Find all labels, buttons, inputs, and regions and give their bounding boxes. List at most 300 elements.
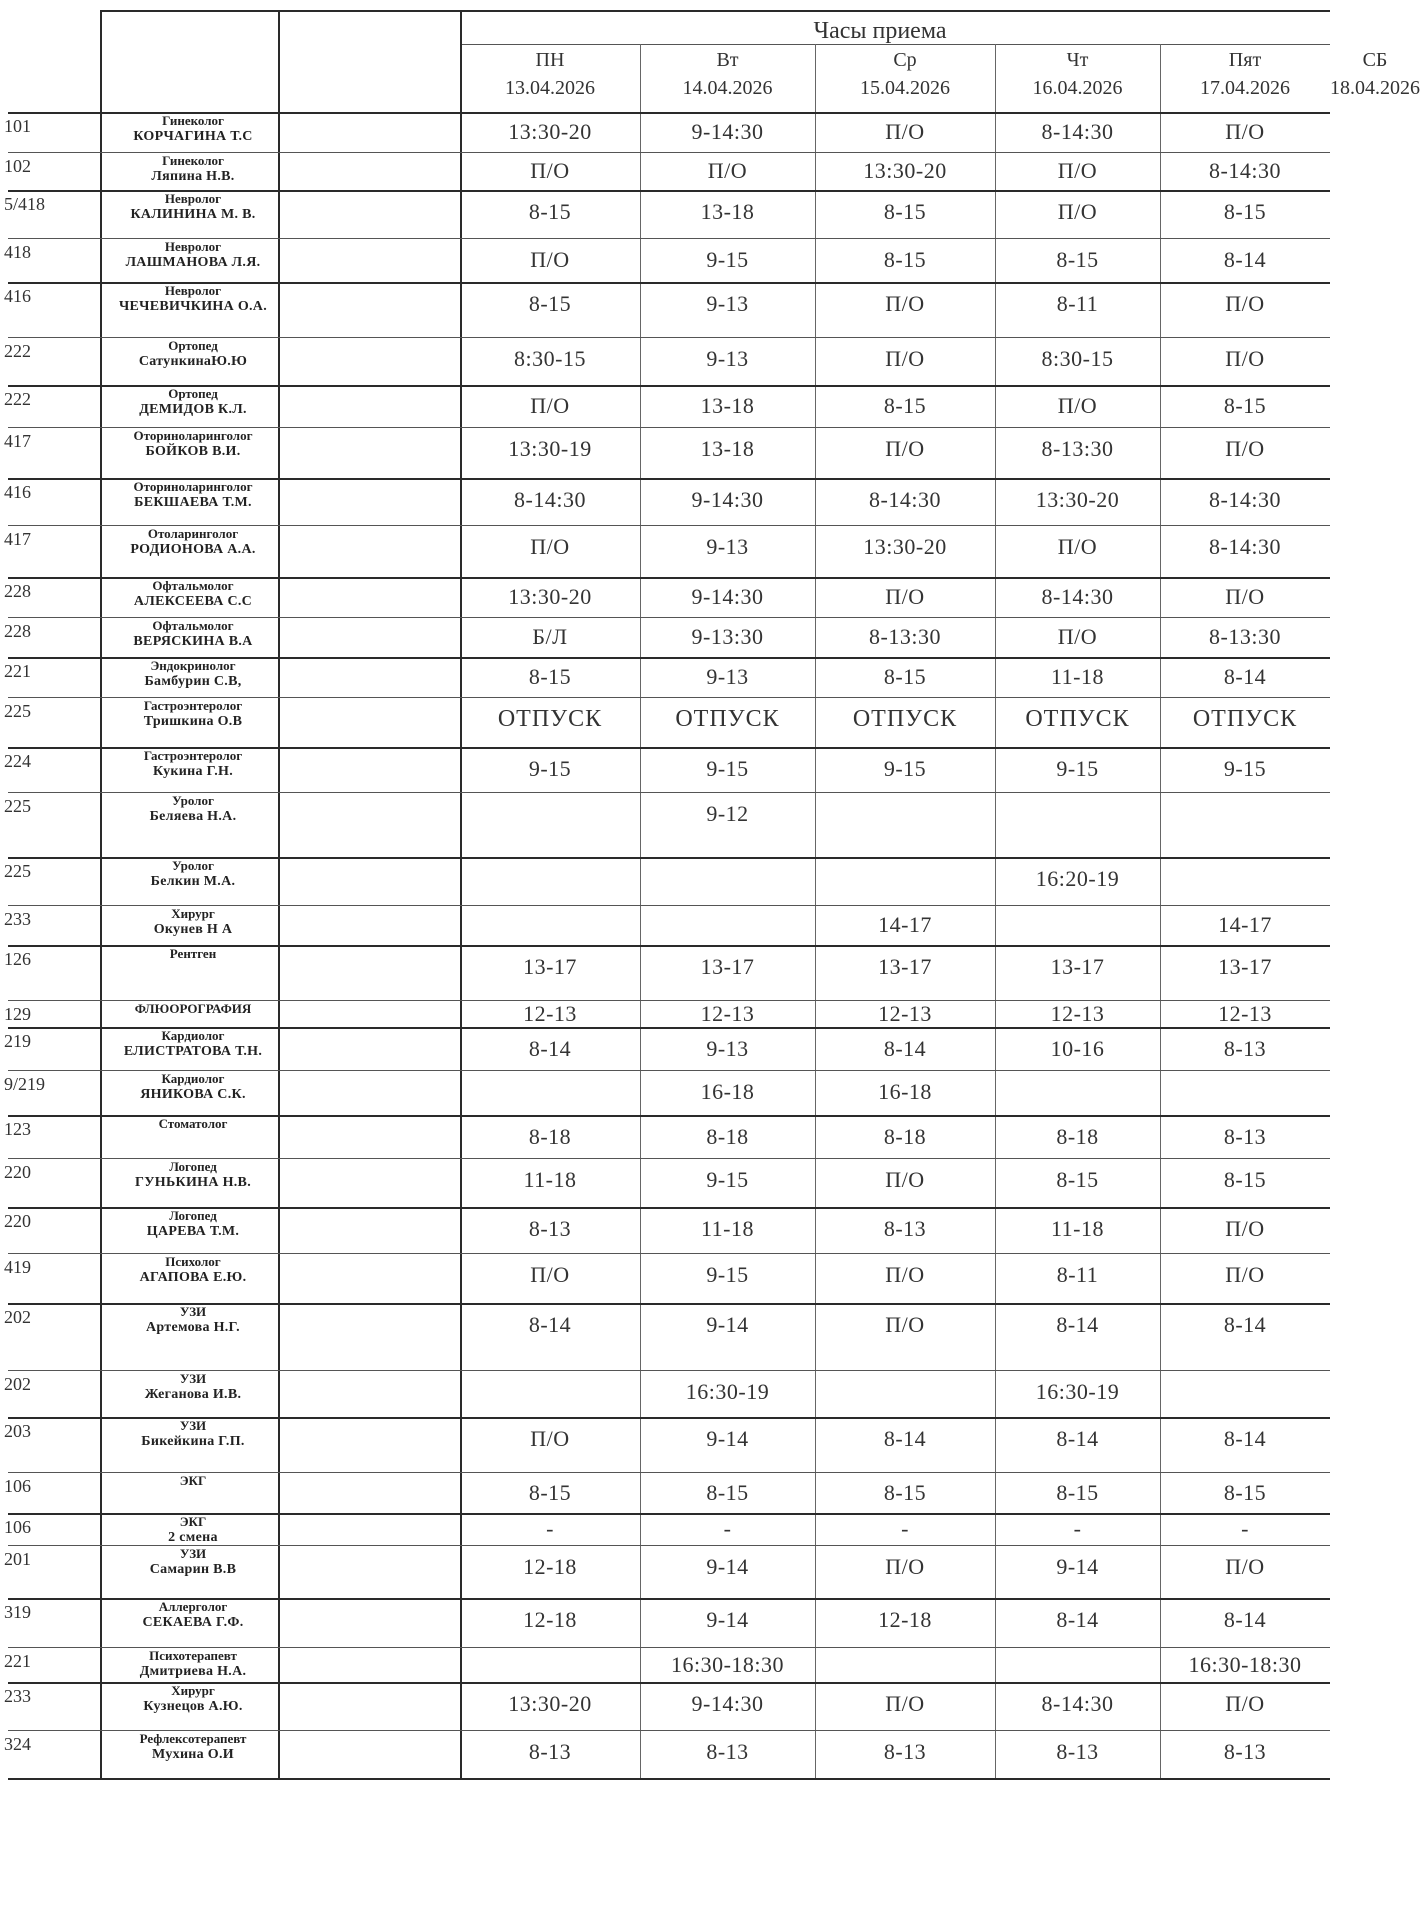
doctor-cell (104, 947, 282, 962)
day-name: СБ (1362, 49, 1388, 71)
hours-cell: 8-13 (883, 1216, 927, 1241)
day-name: Ср (893, 49, 917, 71)
hours-cell: 11-18 (1050, 664, 1104, 689)
hours-cell: 9-14 (1056, 1554, 1099, 1579)
hours-cell: 13:30-20 (508, 584, 592, 609)
doctor-name: Кукина Г.Н. (152, 763, 234, 779)
hours-cell: - (901, 1516, 909, 1541)
doctor-cell (104, 480, 282, 511)
hours-cell: 12-13 (878, 1000, 932, 1026)
doctor-specialty: Оториноларинголог (133, 479, 253, 494)
doctor-name: ЛАШМАНОВА Л.Я. (125, 254, 261, 270)
room-number: 106 (4, 1517, 31, 1537)
doctor-name: Дмитриева Н.А. (139, 1663, 247, 1679)
room-number: 221 (4, 661, 31, 681)
doctor-name: СатункинаЮ.Ю (138, 353, 248, 369)
hours-cell: 8-15 (1223, 1167, 1267, 1192)
room-number: 101 (4, 116, 31, 136)
hours-cell: П/О (885, 436, 925, 461)
hours-cell: 9-15 (1223, 756, 1267, 781)
day-header-1 (460, 46, 640, 102)
doctor-name: АГАПОВА Е.Ю. (139, 1269, 247, 1285)
hours-cell: 8-14 (528, 1312, 572, 1337)
header-top-border (100, 10, 1330, 12)
doctor-cell (104, 192, 282, 223)
room-number: 123 (4, 1119, 31, 1139)
hours-cell: 9-14:30 (691, 584, 764, 609)
hours-cell: П/О (530, 158, 570, 183)
hours-cell: П/О (885, 1312, 925, 1337)
room-number: 222 (4, 341, 31, 361)
room-number: 202 (4, 1374, 31, 1394)
hours-cell: 9-15 (1056, 756, 1099, 781)
hours-cell: 8-11 (1056, 1262, 1099, 1287)
hours-cell: 8-13 (1056, 1739, 1099, 1764)
hours-cell: П/О (530, 1262, 570, 1287)
hours-cell: 12-13 (700, 1000, 755, 1026)
day-name: Чт (1066, 49, 1089, 71)
hours-cell: П/О (1057, 534, 1098, 559)
doctor-cell (104, 579, 282, 610)
doctor-name: Беляева Н.А. (149, 808, 237, 824)
hours-cell (460, 905, 640, 945)
hours-cell (1160, 857, 1330, 901)
doctor-specialty: Хирург (171, 906, 215, 921)
doctor-cell (104, 1029, 282, 1060)
hours-cell: 13-17 (700, 954, 755, 979)
doctor-cell (104, 1372, 282, 1403)
hours-cell: - (1241, 1516, 1249, 1541)
hours-cell: 8-14:30 (514, 487, 586, 512)
hours-cell: 8-13 (1223, 1123, 1267, 1149)
hours-cell: 9-13 (706, 534, 749, 559)
doctor-specialty: Логопед (169, 1208, 217, 1223)
hours-cell: 8-13:30 (869, 624, 941, 649)
doctor-specialty: Уролог (172, 793, 214, 808)
hours-cell: ОТПУСК (497, 705, 603, 732)
hours-cell: П/О (885, 1691, 925, 1716)
room-number: 221 (4, 1651, 31, 1671)
hours-cell: - (1073, 1516, 1082, 1541)
hours-cell: П/О (530, 393, 570, 418)
hours-cell: 11-18 (1050, 1216, 1104, 1241)
hours-cell: 9-14:30 (691, 487, 764, 512)
hours-cell: П/О (885, 291, 925, 316)
hours-cell: 14-17 (1218, 912, 1272, 937)
room-number: 319 (4, 1602, 31, 1622)
hours-cell: 8-14 (1223, 1607, 1267, 1632)
hours-cell: 9-14:30 (691, 119, 764, 144)
hours-cell: 8-14 (1223, 1426, 1267, 1451)
doctor-name: Бамбурин С.В, (144, 673, 242, 689)
hours-cell: 8-14:30 (1041, 584, 1114, 609)
hours-cell: 8-15 (528, 291, 572, 316)
doctor-specialty: Офтальмолог (152, 618, 234, 633)
hours-cell: П/О (1225, 436, 1265, 461)
day-name: Вт (716, 49, 739, 71)
hours-cell: 9-15 (706, 247, 749, 272)
hours-cell: 9-15 (883, 756, 927, 781)
hours-cell (1160, 1370, 1330, 1414)
doctor-name: Кузнецов А.Ю. (143, 1698, 243, 1714)
hours-cell: 13-18 (700, 199, 755, 224)
doctor-cell (104, 907, 282, 938)
hours-cell: 11-18 (523, 1167, 577, 1192)
doctor-name: ЦАРЕВА Т.М. (146, 1223, 240, 1239)
room-number: 225 (4, 861, 31, 881)
hours-cell: 8-13 (528, 1216, 572, 1241)
hours-cell: 8-14 (1223, 664, 1267, 689)
hours-cell: 8-15 (1223, 199, 1267, 224)
hours-cell: 13-17 (878, 954, 932, 979)
doctor-cell (104, 1002, 282, 1017)
day-name: ПН (535, 49, 565, 71)
hours-cell: 9-12 (706, 801, 749, 826)
hours-cell: П/О (1225, 1262, 1265, 1287)
room-number: 220 (4, 1211, 31, 1231)
hours-cell: 9-15 (706, 756, 749, 781)
hours-cell: 8-14:30 (1209, 487, 1281, 512)
header-title-divider (460, 44, 1330, 45)
hours-cell: 8-14 (1056, 1312, 1099, 1337)
hours-cell: 9-14 (706, 1554, 749, 1579)
room-number: 419 (4, 1257, 31, 1277)
room-number: 233 (4, 1686, 31, 1706)
doctor-specialty: УЗИ (179, 1371, 207, 1386)
hours-cell: 8-14 (1056, 1607, 1099, 1632)
hours-cell: 8-13 (706, 1739, 749, 1764)
day-date: 18.04.2026 (1330, 77, 1420, 99)
day-date: 15.04.2026 (860, 77, 950, 99)
hours-cell: 8-15 (1056, 1167, 1099, 1192)
hours-cell: 8-14:30 (1041, 119, 1114, 144)
hours-cell: 9-13 (706, 664, 749, 689)
hours-cell: 8-14:30 (1041, 1691, 1114, 1716)
doctor-name: Окунев Н А (153, 921, 233, 937)
hours-cell: 12-18 (523, 1607, 577, 1632)
doctor-name: Артемова Н.Г. (146, 1319, 240, 1335)
hours-cell: 8-14 (883, 1035, 927, 1061)
hours-cell: П/О (1225, 291, 1265, 316)
hours-cell: 13:30-20 (1035, 487, 1120, 512)
hours-cell: 8-15 (883, 247, 927, 272)
doctor-specialty: ЭКГ (179, 1514, 207, 1529)
doctor-name: Мухина О.И (152, 1746, 234, 1762)
doctor-specialty: Логопед (169, 1159, 217, 1174)
doctor-name: Жеганова И.В. (144, 1386, 242, 1402)
doctor-cell (104, 284, 282, 315)
schedule-title: Часы приема (813, 18, 947, 44)
room-number: 220 (4, 1162, 31, 1182)
room-number: 228 (4, 621, 31, 641)
hours-cell: 13:30-19 (508, 436, 592, 461)
doctor-specialty: Гастроэнтеролог (143, 698, 243, 713)
hours-cell: П/О (1225, 1216, 1265, 1241)
doctor-specialty: Офтальмолог (152, 578, 234, 593)
hours-cell: П/О (1225, 1691, 1265, 1716)
room-number: 224 (4, 751, 31, 771)
hours-cell: 13-17 (1218, 954, 1272, 979)
doctor-specialty: Эндокринолог (150, 658, 236, 673)
hours-cell: П/О (530, 247, 570, 272)
room-number: 219 (4, 1031, 31, 1051)
hours-cell (815, 857, 995, 901)
doctor-cell (104, 749, 282, 780)
doctor-specialty: Аллерголог (158, 1599, 228, 1614)
doctor-name: КОРЧАГИНА Т.С (133, 128, 253, 144)
hours-cell (815, 1647, 995, 1682)
day-header-4 (995, 46, 1160, 102)
hours-cell: ОТПУСК (852, 705, 958, 732)
doctor-specialty: Гастроэнтеролог (143, 748, 243, 763)
hours-cell: 8-14 (1056, 1426, 1099, 1451)
doctor-name: ВЕРЯСКИНА В.А (133, 633, 253, 649)
hours-cell: 12-18 (523, 1554, 577, 1579)
hours-cell (460, 1370, 640, 1414)
hours-cell: П/О (885, 584, 925, 609)
doctor-name: ЧЕЧЕВИЧКИНА О.А. (118, 298, 268, 314)
room-number: 102 (4, 156, 31, 176)
room-number: 202 (4, 1307, 31, 1327)
day-name: Пят (1228, 49, 1262, 71)
hours-cell: 13:30-20 (863, 534, 947, 559)
hours-cell: 8:30-15 (1041, 346, 1114, 371)
hours-cell: 9-14 (706, 1426, 749, 1451)
doctor-cell (104, 659, 282, 690)
hours-cell: 8-15 (1223, 393, 1267, 418)
room-number: 106 (4, 1476, 31, 1496)
day-header-3 (815, 46, 995, 102)
hours-cell: 8-14 (528, 1035, 572, 1061)
hours-cell (995, 1070, 1160, 1114)
doctor-cell (104, 1209, 282, 1240)
hours-cell: 16:30-18:30 (670, 1651, 785, 1677)
room-number: 203 (4, 1421, 31, 1441)
hours-cell: П/О (1057, 393, 1098, 418)
hours-cell: 8-15 (1056, 247, 1099, 272)
hours-cell: 8-13 (528, 1739, 572, 1764)
doctor-cell (104, 619, 282, 650)
day-date: 13.04.2026 (505, 77, 595, 99)
hours-cell: П/О (1225, 1554, 1265, 1579)
room-number: 5/418 (4, 194, 46, 214)
doctor-name: Самарин В.В (149, 1561, 237, 1577)
doctor-specialty: Психолог (165, 1254, 221, 1269)
doctor-cell (104, 1474, 282, 1489)
hours-cell: 9-15 (706, 1262, 749, 1287)
hours-cell: 8:30-15 (514, 346, 586, 371)
day-date: 14.04.2026 (682, 77, 773, 99)
doctor-cell (104, 114, 282, 145)
hours-cell: П/О (530, 1426, 570, 1451)
hours-cell: 8-15 (1223, 1479, 1267, 1505)
room-number: 201 (4, 1549, 31, 1569)
doctor-cell (104, 154, 282, 185)
hours-cell (815, 792, 995, 836)
doctor-name: ГУНЬКИНА Н.В. (135, 1174, 251, 1190)
doctor-cell (104, 1600, 282, 1631)
hours-cell: 11-18 (700, 1216, 754, 1241)
hours-cell: 12-13 (523, 1000, 577, 1026)
doctor-specialty: Рентген (169, 946, 217, 961)
table-bottom-border (8, 1778, 1330, 1780)
hours-cell: 13-17 (1050, 954, 1105, 979)
hours-cell: 8-18 (528, 1123, 572, 1149)
hours-cell: 8-13:30 (1209, 624, 1281, 649)
hours-cell: П/О (885, 1554, 925, 1579)
hours-cell: 8-15 (883, 199, 927, 224)
hours-cell: 16-18 (700, 1079, 755, 1104)
day-date: 16.04.2026 (1032, 77, 1123, 99)
hours-cell: П/О (885, 1167, 925, 1192)
doctor-specialty: УЗИ (179, 1418, 207, 1433)
hours-cell: 9-13 (706, 346, 749, 371)
doctor-name: СЕКАЕВА Г.Ф. (142, 1614, 244, 1630)
hours-cell: 13:30-20 (508, 119, 592, 144)
hours-cell: П/О (1057, 624, 1098, 649)
doctor-name: Бикейкина Г.П. (141, 1433, 245, 1449)
doctor-cell (104, 527, 282, 558)
doctor-cell (104, 1072, 282, 1103)
hours-cell: ОТПУСК (1192, 705, 1298, 732)
hours-cell: 8-15 (528, 199, 572, 224)
hours-cell (460, 792, 640, 836)
room-number: 126 (4, 949, 31, 969)
doctor-specialty: Психотерапевт (149, 1648, 237, 1663)
room-number: 324 (4, 1734, 31, 1754)
doctor-name: КАЛИНИНА М. В. (130, 206, 256, 222)
hours-cell: 8-15 (706, 1479, 749, 1505)
room-number: 417 (4, 431, 31, 451)
hours-cell: 9-15 (706, 1167, 749, 1192)
hours-cell: ОТПУСК (675, 705, 780, 732)
doctor-specialty: Кардиолог (161, 1071, 225, 1086)
hours-cell: Б/Л (532, 624, 568, 649)
hours-cell: 8-13 (1223, 1035, 1267, 1061)
hours-cell: 16:20-19 (1035, 866, 1120, 891)
doctor-specialty: Невролог (164, 191, 222, 206)
day-header-6 (1330, 46, 1420, 102)
hours-cell: П/О (885, 119, 925, 144)
doctor-name: ДЕМИДОВ К.Л. (139, 401, 247, 417)
room-number: 233 (4, 909, 31, 929)
room-number: 228 (4, 581, 31, 601)
doctor-cell (104, 387, 282, 418)
doctor-specialty: УЗИ (179, 1546, 207, 1561)
hours-cell (460, 857, 640, 901)
hours-cell: 12-13 (1218, 1000, 1272, 1026)
hours-cell (815, 1370, 995, 1414)
doctor-specialty: Невролог (164, 239, 222, 254)
doctor-name: ЯНИКОВА С.К. (140, 1086, 246, 1102)
hours-cell: 13-17 (523, 954, 577, 979)
hours-cell: 9-14 (706, 1312, 749, 1337)
hours-cell: 12-18 (878, 1607, 932, 1632)
doctor-cell (104, 1515, 282, 1546)
hours-cell: 16:30-18:30 (1188, 1651, 1302, 1677)
hours-cell: П/О (885, 346, 925, 371)
doctor-cell (104, 699, 282, 730)
room-number: 225 (4, 796, 31, 816)
room-number: 225 (4, 701, 31, 721)
hours-cell: 8-18 (883, 1123, 927, 1149)
doctor-cell (104, 240, 282, 271)
hours-cell: 8-15 (1056, 1479, 1099, 1505)
hours-cell: 8-14:30 (869, 487, 941, 512)
hours-cell: - (723, 1516, 732, 1541)
hours-cell: 8-15 (528, 1479, 572, 1505)
doctor-specialty: Невролог (164, 283, 222, 298)
doctor-cell (104, 1305, 282, 1336)
hours-cell (1160, 792, 1330, 836)
doctor-cell (104, 859, 282, 890)
day-header-2 (640, 46, 815, 102)
doctor-specialty: Оториноларинголог (133, 428, 253, 443)
hours-cell (995, 1647, 1160, 1682)
doctor-cell (104, 1255, 282, 1286)
hours-cell: 9-14 (706, 1607, 749, 1632)
hours-cell: 16:30-19 (685, 1379, 770, 1404)
doctor-cell (104, 1160, 282, 1191)
hours-cell: П/О (1225, 119, 1265, 144)
doctor-specialty: ФЛЮОРОГРАФИЯ (134, 1001, 252, 1016)
doctor-name: БЕКШАЕВА Т.М. (134, 494, 252, 510)
doctor-name: БОЙКОВ В.И. (145, 443, 241, 459)
hours-cell (640, 905, 815, 945)
hours-cell: 13-18 (700, 436, 755, 461)
doctor-name: АЛЕКСЕЕВА С.С (133, 593, 253, 609)
hours-cell (640, 857, 815, 901)
room-number: 416 (4, 286, 31, 306)
doctor-specialty: Хирург (171, 1683, 215, 1698)
hours-cell (460, 1070, 640, 1114)
hours-cell: П/О (1225, 584, 1265, 609)
doctor-specialty: Кардиолог (161, 1028, 225, 1043)
doctor-name: 2 смена (168, 1529, 218, 1545)
hours-cell: 8-13 (883, 1739, 927, 1764)
hours-cell (460, 1647, 640, 1682)
doctor-specialty: Гинеколог (162, 153, 224, 168)
hours-cell: 13-18 (700, 393, 755, 418)
hours-cell (995, 792, 1160, 836)
hours-cell: 16:30-19 (1035, 1379, 1120, 1404)
hours-cell: 8-13:30 (1041, 436, 1114, 461)
hours-cell: 9-14:30 (691, 1691, 764, 1716)
hours-cell: 8-14 (1223, 247, 1267, 272)
hours-cell: 9-15 (528, 756, 572, 781)
room-number: 222 (4, 389, 31, 409)
hours-cell: 8-18 (706, 1123, 749, 1149)
hours-cell: П/О (885, 1262, 925, 1287)
doctor-specialty: Отоларинголог (147, 526, 239, 541)
doctor-specialty: Гинеколог (162, 113, 224, 128)
doctor-specialty: Рефлексотерапевт (139, 1731, 247, 1746)
hours-cell: ОТПУСК (1025, 705, 1130, 732)
hours-cell: 8-11 (1056, 291, 1099, 316)
doctor-cell (104, 429, 282, 460)
doctor-cell (104, 1732, 282, 1763)
room-number: 9/219 (4, 1074, 46, 1094)
hours-cell: 13:30-20 (863, 158, 947, 183)
hours-cell: 9-13:30 (691, 624, 764, 649)
hours-cell: 8-15 (883, 393, 927, 418)
hours-cell: 8-13 (1223, 1739, 1267, 1764)
hours-cell: П/О (1057, 158, 1098, 183)
room-number: 416 (4, 482, 31, 502)
hours-cell: П/О (530, 534, 570, 559)
doctor-cell (104, 1419, 282, 1450)
hours-cell: 14-17 (878, 912, 932, 937)
